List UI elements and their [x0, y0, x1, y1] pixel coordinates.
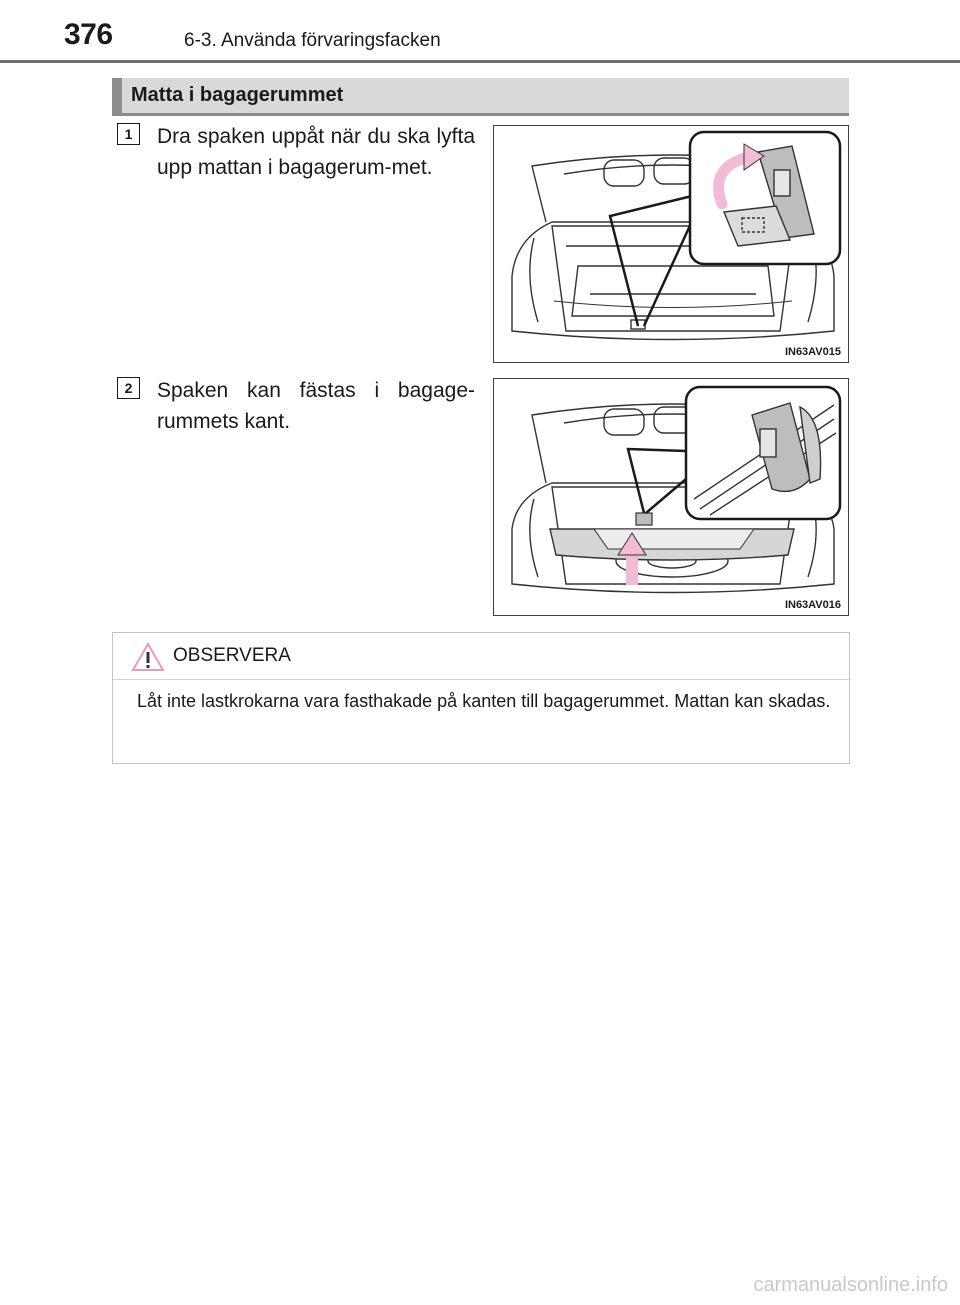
section-heading-label: Matta i bagagerummet [131, 84, 344, 106]
chapter-title: 6-3. Använda förvaringsfacken [184, 30, 441, 51]
step-text-2: Spaken kan fästas i bagage-rummets kant. [157, 379, 475, 433]
warning-triangle-icon [131, 642, 165, 672]
caution-title-row [113, 633, 849, 680]
figure-attach-lever [493, 378, 849, 616]
caution-text: Låt inte lastkrokarna vara fasthakade på kanten till bagagerummet. Mattan kan skadas. [137, 691, 831, 711]
section-heading-bar [112, 78, 122, 113]
caution-box [112, 632, 850, 764]
trunk-lift-illustration [494, 126, 848, 362]
page-header [0, 0, 960, 70]
step-number-1: 1 [117, 123, 140, 145]
section-heading [112, 78, 849, 116]
figure-code: IN63AV016 [784, 599, 841, 611]
figure-lift-mat [493, 125, 849, 363]
step-number-2: 2 [117, 377, 140, 399]
trunk-hook-illustration [494, 379, 848, 615]
watermark: carmanualsonline.info [753, 1274, 948, 1296]
step-text-1: Dra spaken uppåt när du ska lyfta upp mattan i bagagerum-met. [157, 125, 475, 179]
page-number: 376 [64, 18, 113, 51]
figure-code: IN63AV015 [784, 346, 841, 358]
caution-title: OBSERVERA [173, 645, 291, 666]
header-divider [0, 60, 960, 63]
